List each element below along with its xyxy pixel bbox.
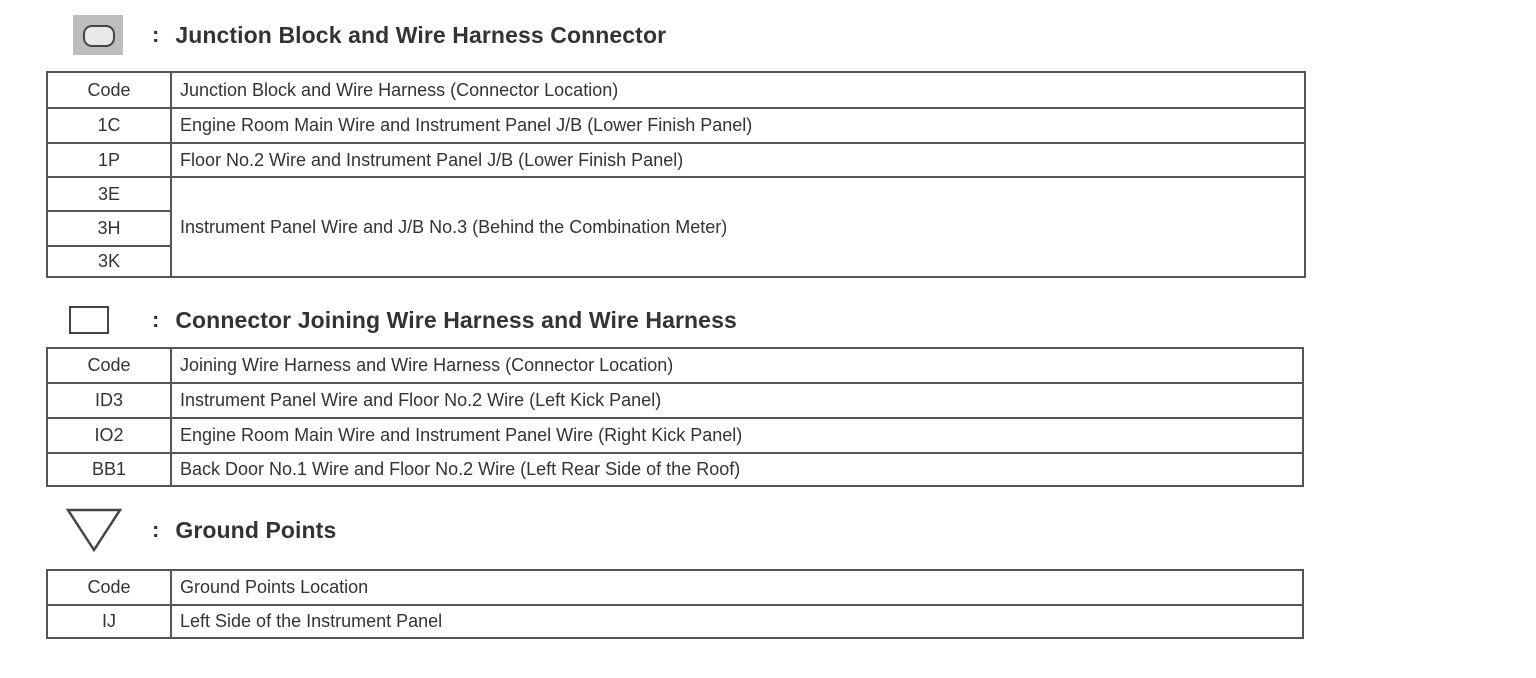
header-desc: Ground Points Location xyxy=(171,570,1303,605)
section-title-junction-block: Junction Block and Wire Harness Connector xyxy=(175,21,667,48)
row-desc: Engine Room Main Wire and Instrument Panel J/B (Lower Finish Panel) xyxy=(171,108,1305,143)
table-header-row xyxy=(47,570,1303,605)
table-header-row xyxy=(47,72,1305,108)
header-code: Code xyxy=(47,72,171,108)
row-code: ID3 xyxy=(47,383,171,418)
row-code: 3H xyxy=(47,211,171,246)
row-code: IJ xyxy=(47,605,171,638)
connector-table xyxy=(46,347,1304,487)
table-row xyxy=(47,453,1303,486)
header-desc: Joining Wire Harness and Wire Harness (Connector Location) xyxy=(171,348,1303,383)
section-title-ground-points: Ground Points xyxy=(175,516,337,543)
ground-points-table xyxy=(46,569,1304,639)
header-desc: Junction Block and Wire Harness (Connector Location) xyxy=(171,72,1305,108)
table-row xyxy=(47,605,1303,638)
colon: : xyxy=(152,307,160,332)
row-code: BB1 xyxy=(47,453,171,486)
table-row xyxy=(47,383,1303,418)
row-code: IO2 xyxy=(47,418,171,453)
colon: : xyxy=(152,517,160,542)
row-code: 1P xyxy=(47,143,171,177)
section-title-connector: Connector Joining Wire Harness and Wire Harness xyxy=(175,306,737,333)
section-header-connector xyxy=(66,300,737,340)
table-row xyxy=(47,143,1305,177)
section-header-junction-block xyxy=(66,15,666,55)
colon: : xyxy=(152,22,160,47)
row-code: 1C xyxy=(47,108,171,143)
row-code: 3E xyxy=(47,177,171,211)
row-desc: Floor No.2 Wire and Instrument Panel J/B (Lower Finish Panel) xyxy=(171,143,1305,177)
row-desc: Back Door No.1 Wire and Floor No.2 Wire (Left Rear Side of the Roof) xyxy=(171,453,1303,486)
row-desc-merged: Instrument Panel Wire and J/B No.3 (Behind the Combination Meter) xyxy=(171,177,1305,277)
table-header-row xyxy=(47,348,1303,383)
header-code: Code xyxy=(47,348,171,383)
table-row xyxy=(47,177,1305,211)
row-desc: Left Side of the Instrument Panel xyxy=(171,605,1303,638)
row-code: 3K xyxy=(47,246,171,277)
table-row xyxy=(47,108,1305,143)
row-desc: Instrument Panel Wire and Floor No.2 Wire (Left Kick Panel) xyxy=(171,383,1303,418)
junction-block-icon xyxy=(66,15,130,55)
section-header-ground-points xyxy=(66,510,336,550)
junction-block-table xyxy=(46,71,1306,278)
row-desc: Engine Room Main Wire and Instrument Panel Wire (Right Kick Panel) xyxy=(171,418,1303,453)
connector-box-icon xyxy=(66,300,130,340)
header-code: Code xyxy=(47,570,171,605)
table-row xyxy=(47,418,1303,453)
ground-triangle-icon xyxy=(66,510,130,550)
